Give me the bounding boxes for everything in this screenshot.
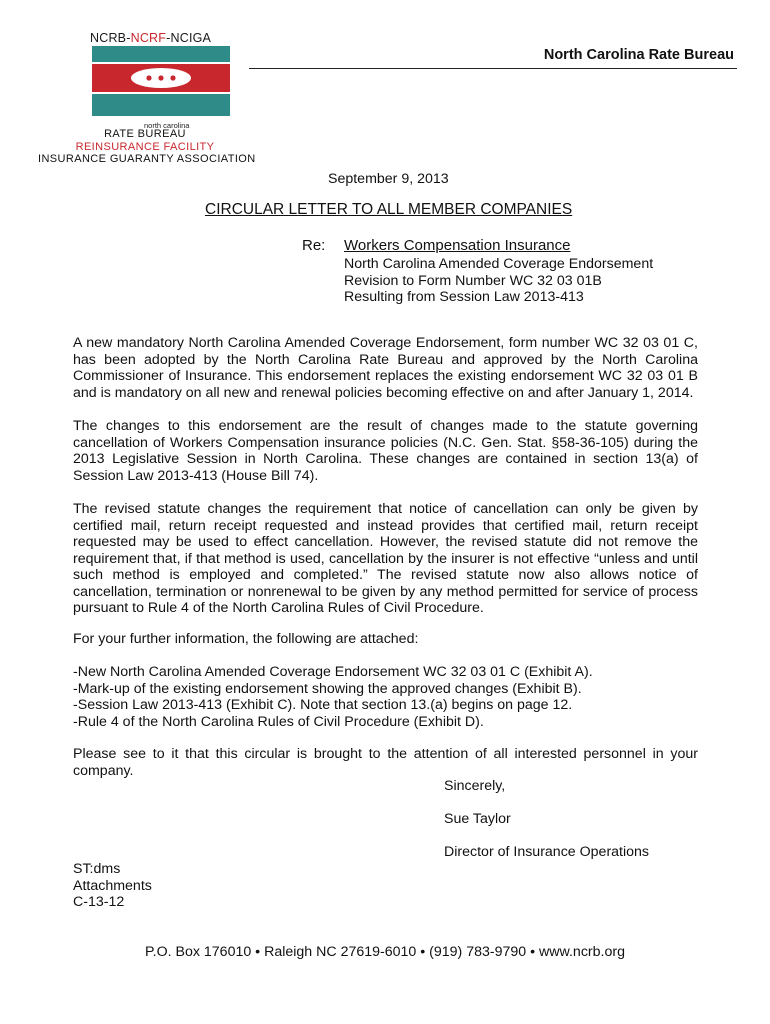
sincerely: Sincerely,: [444, 778, 506, 794]
list-item: -Mark-up of the existing endorsement showing the approved changes (Exhibit B).: [73, 680, 582, 697]
list-item: -Session Law 2013-413 (Exhibit C). Note that section 13.(a) begins on page 12.: [73, 697, 573, 713]
reference-block: [73, 861, 152, 911]
re-line: North Carolina Amended Coverage Endorsement: [344, 256, 654, 272]
logo-dot-right: [170, 75, 175, 80]
attachments-list: [73, 664, 593, 730]
body-paragraph-2: The changes to this endorsement are the result of changes made to the statute governing cancellation of Workers Compensation insurance policies (N.C. Gen. Stat. §58-36-105) during the 2013 Legislative Session in North Carolina. These changes are contained in section 13(a) of Session Law 2013-413 (House Bill 74).: [73, 418, 698, 484]
re-details: [344, 256, 653, 306]
circular-title: CIRCULAR LETTER TO ALL MEMBER COMPANIES: [205, 201, 573, 218]
attachments-label: Attachments: [73, 877, 152, 894]
logo-band-top: [92, 46, 230, 62]
list-item: -New North Carolina Amended Coverage Endorsement WC 32 03 01 C (Exhibit A).: [73, 664, 593, 680]
signer-name: Sue Taylor: [444, 811, 511, 827]
re-line: Resulting from Session Law 2013-413: [344, 289, 584, 305]
re-line: Revision to Form Number WC 32 03 01B: [344, 272, 602, 289]
logo-reinsurance-facility: REINSURANCE FACILITY: [75, 140, 215, 153]
letter-date: September 9, 2013: [328, 171, 449, 187]
logo-acronym: NCRB-NCRF-NCIGA: [90, 31, 212, 45]
initials: ST:dms: [73, 861, 121, 877]
logo-band-bottom: [92, 94, 230, 116]
footer-address: P.O. Box 176010 • Raleigh NC 27619-6010 • (919) 783-9790 • www.ncrb.org: [145, 944, 625, 960]
body-paragraph-1: A new mandatory North Carolina Amended Coverage Endorsement, form number WC 32 03 01 C, has been adopted by the North Carolina Rate Bureau and approved by the North Carolina Commissioner of Insurance. This endorsement replaces the existing endorsement WC 32 03 01 B and is mandatory on all new and renewal policies becoming effective on and after January 1, 2014.: [73, 335, 698, 401]
signer-title: Director of Insurance Operations: [444, 844, 650, 860]
logo-dot-left: [146, 75, 151, 80]
logo-north-carolina: north carolina: [144, 121, 190, 130]
circular-number: C-13-12: [73, 894, 125, 910]
logo-rate-bureau: RATE BUREAU: [104, 128, 186, 140]
body-paragraph-3: The revised statute changes the requirement that notice of cancellation can only be given by certified mail, return receipt requested and instead provides that certified mail, return receipt requested may be used to effect cancellation. However, the revised statute did not remove the requirement that, if that method is used, cancellation by the insurer is not effective “unless and until such method is employed and completed.” The revised statute now also allows notice of cancellation, termination or nonrenewal to be given by any method permitted for service of process pursuant to Rule 4 of the North Carolina Rules of Civil Procedure.: [73, 501, 698, 616]
re-label: Re:: [302, 237, 326, 254]
logo-emblem-icon: [92, 46, 230, 116]
body-paragraph-4: For your further information, the following are attached:: [73, 631, 419, 647]
re-subject: Workers Compensation Insurance: [344, 237, 571, 254]
logo-names: [38, 128, 256, 166]
closing-paragraph: Please see to it that this circular is brought to the attention of all interested personnel in your company.: [73, 746, 698, 779]
logo-dot-center: [158, 75, 163, 80]
logo-insurance-guaranty: INSURANCE GUARANTY ASSOCIATION: [38, 153, 256, 165]
header-divider: [249, 68, 737, 69]
bureau-name: North Carolina Rate Bureau: [543, 47, 734, 63]
list-item: -Rule 4 of the North Carolina Rules of Civil Procedure (Exhibit D).: [73, 713, 484, 730]
